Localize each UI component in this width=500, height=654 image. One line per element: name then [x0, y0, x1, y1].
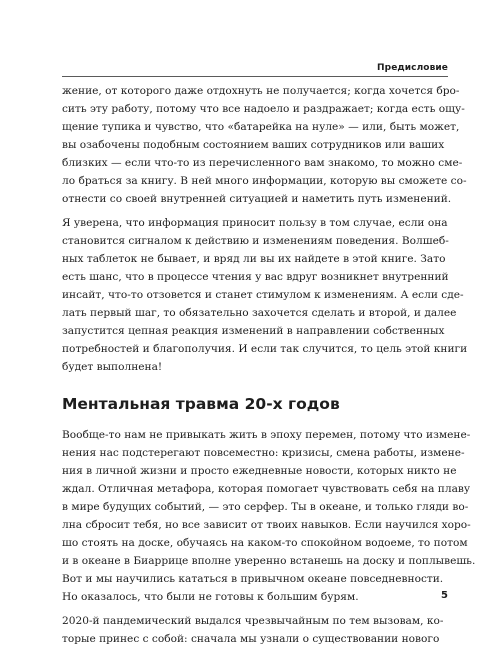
paragraphs-bottom: [62, 426, 476, 648]
text-line: и в океане в Биаррице вполне уверенно встанешь на доску и поплывешь.: [62, 555, 476, 567]
text-line: близких — если что-то из перечисленного вам знакомо, то можно сме-: [62, 157, 463, 169]
text-line: шо стоять на доске, обучаясь на каком-то спокойном водоеме, то потом: [62, 537, 468, 549]
text-line: нения нас подстерегают повсеместно: кризисы, смена работы, измене-: [62, 447, 465, 459]
text-line: жение, от которого даже отдохнуть не получается; когда хочется бро-: [62, 85, 460, 97]
page-body: [62, 82, 476, 654]
text-line: Вот и мы научились кататься в привычном океане повседневности.: [62, 573, 444, 585]
page-number: 5: [441, 590, 448, 601]
text-line: в мире будущих событий, — это серфер. Ты в океане, и только гляди во-: [62, 501, 469, 513]
text-line: ных таблеток не бывает, и вряд ли вы их найдете в этой книге. Зато: [62, 253, 446, 265]
paragraphs-top: [62, 82, 468, 376]
paragraph: [62, 82, 467, 208]
text-line: 2020-й пандемический выдался чрезвычайным по тем вызовам, ко-: [62, 615, 444, 627]
text-line: потребностей и благополучия. И если так случится, то цель этой книги: [62, 343, 468, 355]
text-line: отнести со своей внутренней ситуацией и наметить путь изменений.: [62, 193, 452, 205]
text-line: Но оказалось, что были не готовы к большим бурям.: [62, 591, 359, 603]
text-line: запустится цепная реакция изменений в направлении собственных: [62, 325, 445, 337]
text-line: сить эту работу, потому что все надоело и раздражает; когда есть ощу-: [62, 103, 465, 115]
text-line: лать первый шаг, то обязательно захочется сделать и второй, и далее: [62, 307, 457, 319]
header-rule: [62, 76, 448, 77]
running-header: Предисловие: [377, 63, 448, 73]
text-line: становится сигналом к действию и изменениям поведения. Волшеб-: [62, 235, 449, 247]
paragraph: [62, 426, 476, 606]
text-line: есть шанс, что в процессе чтения у вас вдруг возникнет внутренний: [62, 271, 449, 283]
paragraph: [62, 612, 448, 648]
text-line: Я уверена, что информация приносит пользу в том случае, если она: [62, 217, 448, 229]
text-line: ния в личной жизни и просто ежедневные новости, которых никто не: [62, 465, 457, 477]
text-line: Вообще-то нам не привыкать жить в эпоху перемен, потому что измене-: [62, 429, 471, 441]
text-line: щение тупика и чувство, что «батарейка на нуле» — или, быть может,: [62, 121, 460, 133]
text-line: вы озабочены подобным состоянием ваших сотрудников или ваших: [62, 139, 445, 151]
text-line: ждал. Отличная метафора, которая помогает чувствовать себя на плаву: [62, 483, 471, 495]
text-line: инсайт, что-то отзовется и станет стимулом к изменениям. А если сде-: [62, 289, 464, 301]
text-line: ло браться за книгу. В ней много информации, которую вы сможете со-: [62, 175, 467, 187]
text-line: торые принес с собой: сначала мы узнали о существовании нового: [62, 633, 440, 645]
text-line: лна сбросит тебя, но все зависит от твоих навыков. Если научился хоро-: [62, 519, 471, 531]
section-heading: Ментальная травма 20-х годов: [62, 395, 340, 413]
paragraph: [62, 214, 468, 376]
text-line: будет выполнена!: [62, 361, 163, 373]
